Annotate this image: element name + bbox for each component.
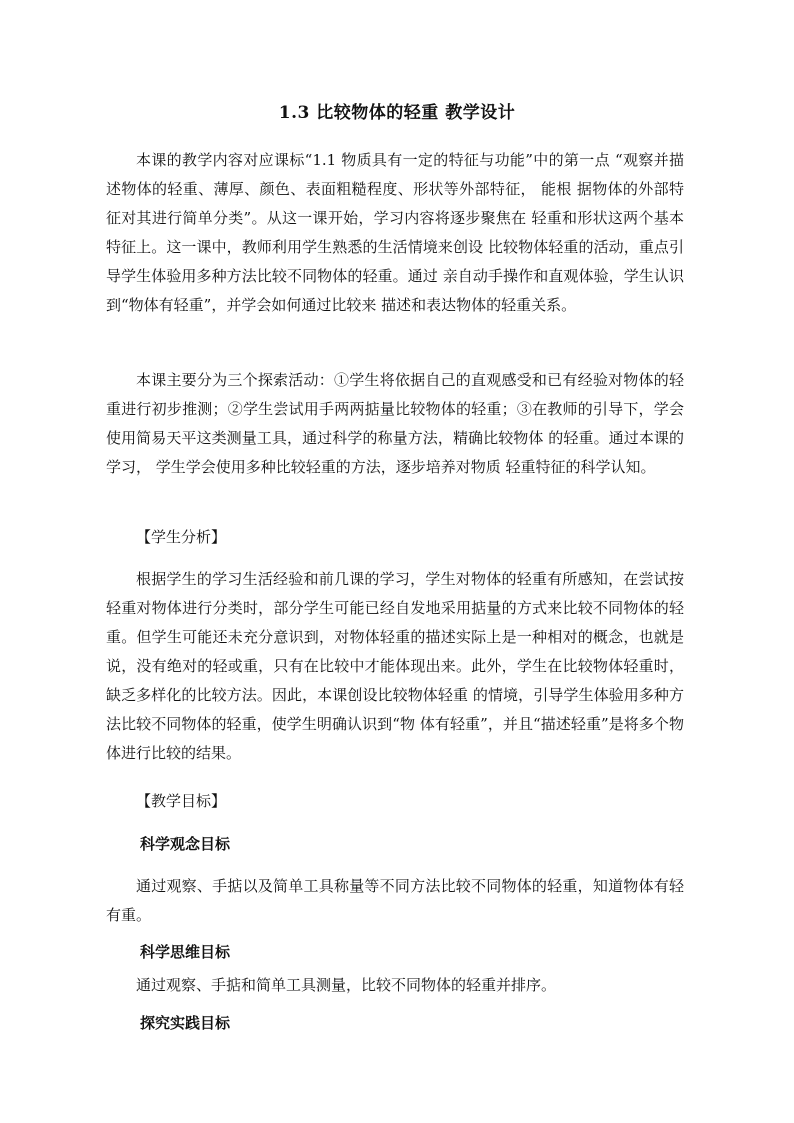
- student-analysis-paragraph: 根据学生的学习生活经验和前几课的学习，学生对物体的轻重有所感知，在尝试按轻重对物体进行分类时，部分学生可能已经自发地采用掂量的方式来比较不同物体的轻重。但学生可能还未充分意识到，对物体轻重的描述实际上是一种相对的概念，也就是说，没有绝对的轻或重，只有在比较中才能体现出来。此外，学生在比较物体轻重时，缺乏多样化的比较方法。因此，本课创设比较物体轻重 的情境，引导学生体验用多种方法比较不同物体的轻重，使学生明确认识到“物 体有轻重”，并且“描述轻重”是将多个物体进行比较的结果。: [106, 570, 684, 762]
- goal-science-thinking-text: 通过观察、手掂和简单工具测量，比较不同物体的轻重并排序。: [136, 976, 557, 994]
- document-title: 1.3 比较物体的轻重 教学设计: [278, 103, 516, 123]
- intro-paragraph-1: 本课的教学内容对应课标“1.1 物质具有一定的特征与功能”中的第一点 “观察并描述物体的轻重、薄厚、颜色、表面粗糙程度、形状等外部特征， 能根 据物体的外部特征对其进行简单分类”。从这一课开始，学习内容将逐步聚焦在 轻重和形状这两个基本特征上。这一课中，教师利用学生熟悉的生活情境来创设 比较物体轻重的活动，重点引导学生体验用多种方法比较不同物体的轻重。通过 亲自动手操作和直观体验，学生认识到“物体有轻重”，并学会如何通过比较来 描述和表达物体的轻重关系。: [106, 151, 684, 314]
- goal-science-concept-text: 通过观察、手掂以及简单工具称量等不同方法比较不同物体的轻重，知道物体有轻有重。: [106, 877, 684, 924]
- goal-science-concept-heading: 科学观念目标: [140, 835, 231, 853]
- goal-science-thinking-heading: 科学思维目标: [140, 943, 231, 961]
- goal-inquiry-practice-heading: 探究实践目标: [140, 1014, 231, 1032]
- teaching-goals-heading: 【教学目标】: [136, 792, 227, 810]
- intro-paragraph-2: 本课主要分为三个探索活动：①学生将依据自己的直观感受和已有经验对物体的轻重进行初步推测；②学生尝试用手两两掂量比较物体的轻重；③在教师的引导下，学会使用简易天平这类测量工具，通过科学的称量方法，精确比较物体 的轻重。通过本课的学习， 学生学会使用多种比较轻重的方法，逐步培养对物质 轻重特征的科学认知。: [106, 371, 684, 476]
- student-analysis-heading: 【学生分析】: [136, 528, 227, 546]
